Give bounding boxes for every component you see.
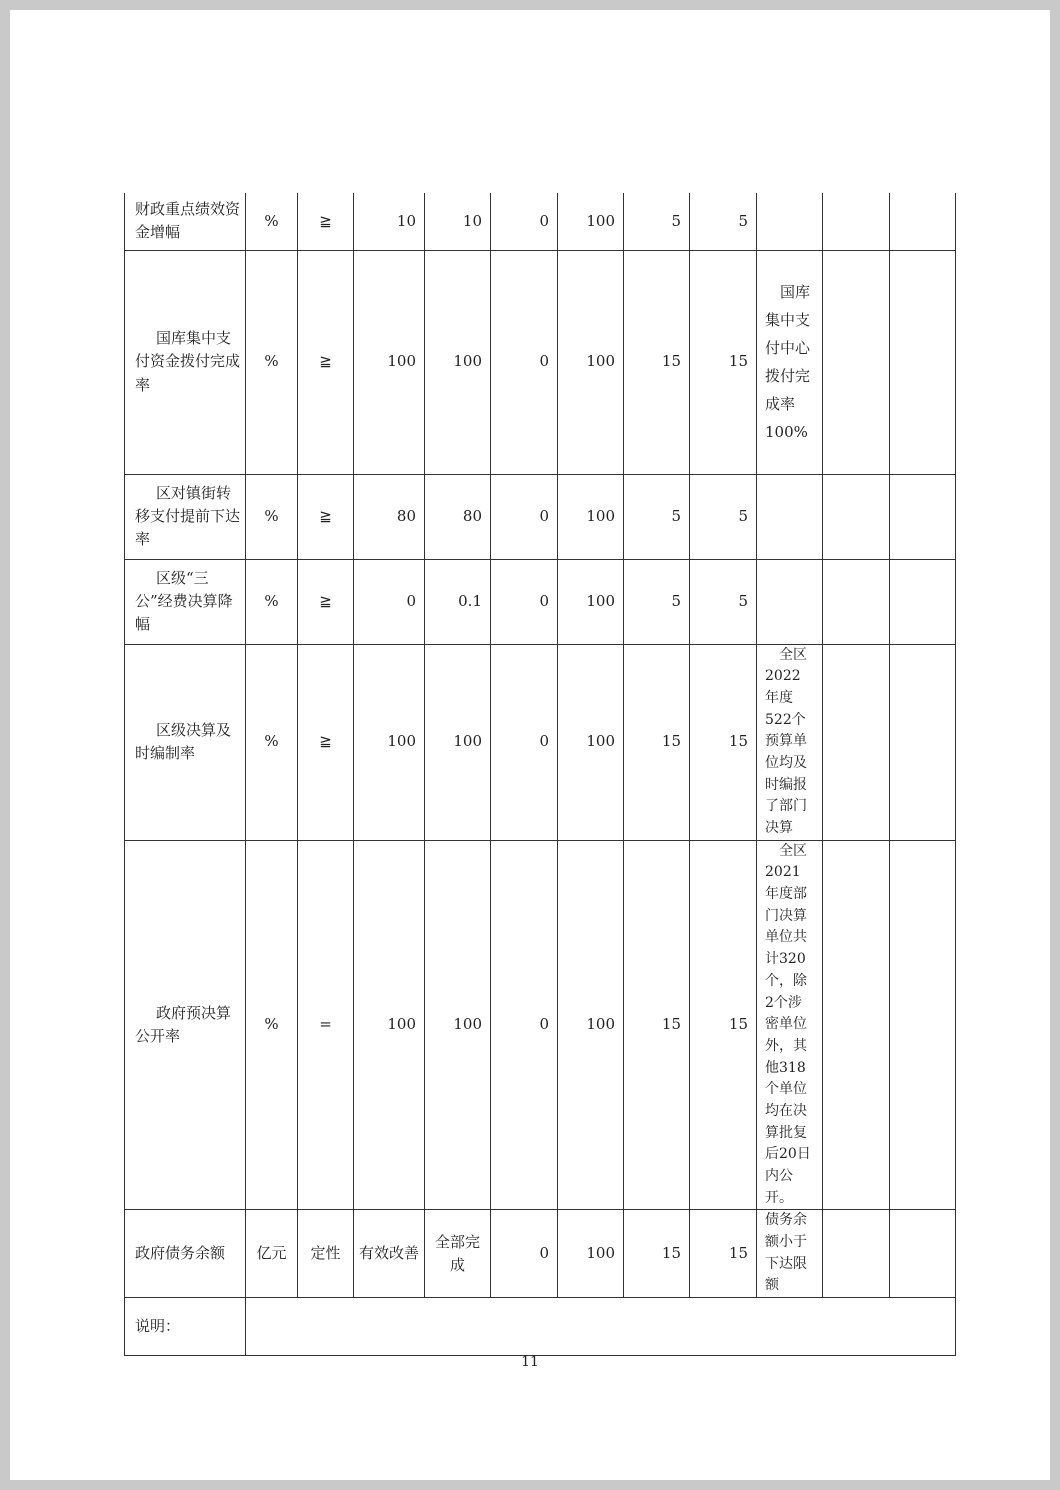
value-cell: 5 [690, 474, 757, 559]
value-cell: 15 [690, 250, 757, 474]
empty-cell [823, 644, 890, 840]
note-text: 全区2022年度522个预算单位均及时编报了部门决算 [765, 646, 807, 836]
value-cell: 0 [491, 250, 558, 474]
table-row [125, 474, 956, 559]
value-cell: 5 [624, 193, 690, 250]
value-cell: 5 [624, 559, 690, 644]
value-cell: 0 [491, 193, 558, 250]
indicator-name: 政府预决算公开率 [125, 840, 246, 1210]
note-cell [757, 840, 823, 1210]
empty-cell [823, 474, 890, 559]
value-cell: 100 [558, 644, 624, 840]
target-cell: 100 [354, 644, 425, 840]
value-cell: 5 [690, 193, 757, 250]
actual-cell: 100 [425, 840, 491, 1210]
note-cell: 债务余额小于下达限额 [757, 1210, 823, 1298]
target-cell: 10 [354, 193, 425, 250]
table-row [125, 644, 956, 840]
operator-cell: ≧ [298, 474, 354, 559]
value-cell: 5 [690, 559, 757, 644]
empty-cell [890, 644, 956, 840]
table-row [125, 193, 956, 250]
value-cell: 15 [690, 1210, 757, 1298]
value-cell: 5 [624, 474, 690, 559]
actual-cell: 80 [425, 474, 491, 559]
value-cell: 0 [491, 474, 558, 559]
value-cell: 100 [558, 193, 624, 250]
page-number: 11 [521, 1354, 539, 1370]
empty-cell [890, 559, 956, 644]
unit-cell: % [246, 474, 298, 559]
empty-cell [823, 559, 890, 644]
remark-content [246, 1298, 956, 1356]
unit-cell: % [246, 250, 298, 474]
empty-cell [823, 250, 890, 474]
empty-cell [823, 840, 890, 1210]
remark-row [125, 1298, 956, 1356]
actual-cell: 10 [425, 193, 491, 250]
empty-cell [823, 1210, 890, 1298]
target-cell: 80 [354, 474, 425, 559]
note-cell [757, 559, 823, 644]
actual-cell: 100 [425, 250, 491, 474]
value-cell: 15 [624, 250, 690, 474]
indicator-name: 政府债务余额 [125, 1210, 246, 1298]
value-cell: 0 [491, 1210, 558, 1298]
operator-cell: ≧ [298, 250, 354, 474]
value-cell: 100 [558, 474, 624, 559]
table-row [125, 250, 956, 474]
unit-cell: % [246, 840, 298, 1210]
empty-cell [823, 193, 890, 250]
note-cell [757, 474, 823, 559]
indicator-name: 国库集中支付资金拨付完成率 [125, 250, 246, 474]
operator-cell: ≧ [298, 559, 354, 644]
empty-cell [890, 193, 956, 250]
indicator-name: 区对镇街转移支付提前下达率 [125, 474, 246, 559]
target-cell: 100 [354, 250, 425, 474]
empty-cell [890, 840, 956, 1210]
value-cell: 100 [558, 1210, 624, 1298]
indicator-name: 财政重点绩效资金增幅 [125, 193, 246, 250]
operator-cell: 定性 [298, 1210, 354, 1298]
unit-cell: % [246, 644, 298, 840]
target-cell: 有效改善 [354, 1210, 425, 1298]
value-cell: 15 [624, 1210, 690, 1298]
value-cell: 15 [624, 840, 690, 1210]
note-cell [757, 193, 823, 250]
empty-cell [890, 1210, 956, 1298]
indicator-name: 区级“三公”经费决算降幅 [125, 559, 246, 644]
unit-cell: 亿元 [246, 1210, 298, 1298]
table-row [125, 559, 956, 644]
actual-cell: 100 [425, 644, 491, 840]
empty-cell [890, 474, 956, 559]
remark-label: 说明： [125, 1298, 246, 1356]
actual-cell: 全部完成 [425, 1210, 491, 1298]
table-row [125, 840, 956, 1210]
indicator-name: 区级决算及时编制率 [125, 644, 246, 840]
unit-cell: % [246, 193, 298, 250]
value-cell: 15 [690, 840, 757, 1210]
table-row [125, 1210, 956, 1298]
target-cell: 0 [354, 559, 425, 644]
empty-cell [890, 250, 956, 474]
value-cell: 15 [690, 644, 757, 840]
value-cell: 100 [558, 250, 624, 474]
value-cell: 0 [491, 644, 558, 840]
value-cell: 0 [491, 559, 558, 644]
value-cell: 15 [624, 644, 690, 840]
note-cell [757, 644, 823, 840]
value-cell: 100 [558, 840, 624, 1210]
actual-cell: 0.1 [425, 559, 491, 644]
target-cell: 100 [354, 840, 425, 1210]
document-page [10, 10, 1050, 1480]
performance-table [124, 193, 956, 1356]
operator-cell: = [298, 840, 354, 1210]
operator-cell: ≧ [298, 644, 354, 840]
unit-cell: % [246, 559, 298, 644]
value-cell: 0 [491, 840, 558, 1210]
value-cell: 100 [558, 559, 624, 644]
note-cell [757, 250, 823, 474]
note-text: 全区2021年度部门决算单位共计320个，除2个涉密单位外，其他318个单位均在决算批复后20日内公开。 [765, 842, 811, 1206]
note-text: 国库集中支付中心拨付完成率100% [765, 282, 811, 442]
operator-cell: ≧ [298, 193, 354, 250]
